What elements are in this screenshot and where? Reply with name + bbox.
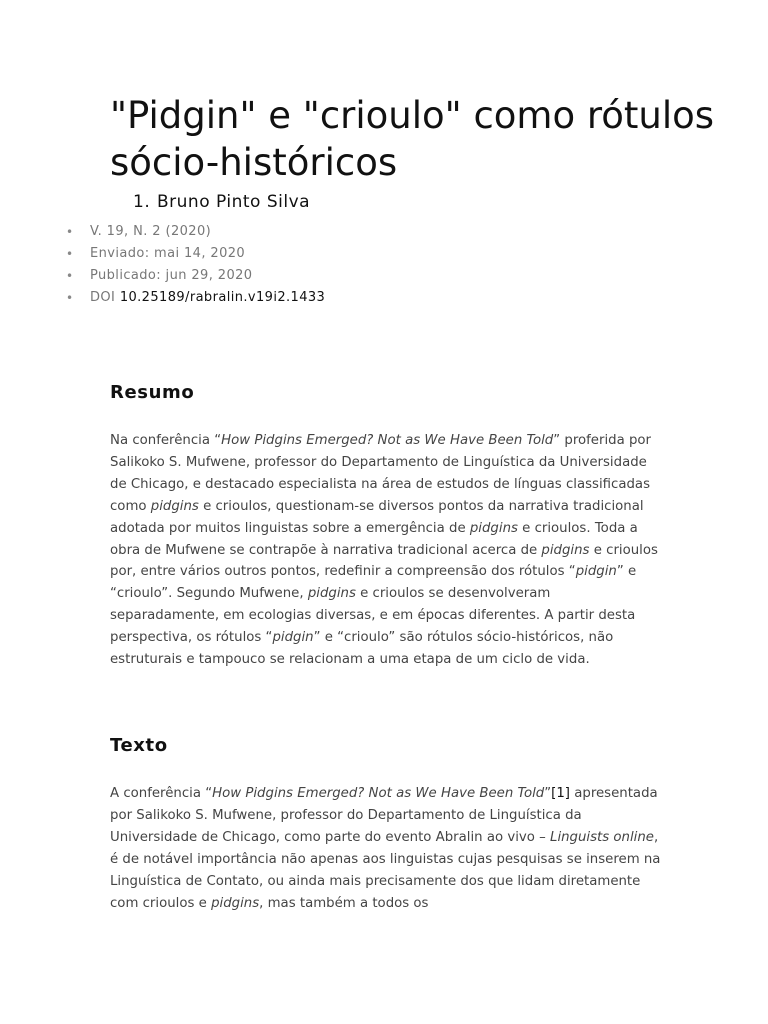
abstract-text: e crioulos. Toda a obra de Mufwene se contrapõe à narrativa tradicional acerca de (110, 520, 638, 558)
abstract-italic: How Pidgins Emerged? Not as We Have Been Told (221, 433, 554, 448)
text-paragraph (110, 783, 662, 914)
text-fragment: A conferência “ (110, 786, 213, 801)
text-fragment: , mas também a todos os (259, 895, 429, 911)
meta-doi (62, 287, 325, 309)
doi-label: DOI (90, 290, 120, 305)
text-fragment: ” (544, 786, 552, 801)
text-fragment: apresentada por Salikoko S. Mufwene, professor do Departamento de Linguística da Universidade de Chicago, como parte do evento Abralin ao vivo – (110, 786, 658, 845)
abstract-italic: pidgins (150, 498, 199, 514)
text-italic: How Pidgins Emerged? Not as We Have Been Told (212, 786, 545, 801)
abstract-text: e crioulos, questionam-se diversos pontos da narrativa tradicional adotada por muitos linguistas sobre a emergência de (110, 498, 644, 536)
abstract-text: e crioulos se desenvolveram separadamente, em ecologias diversas, e em épocas diferentes. A partir desta perspectiva, os rótulos “ (110, 586, 636, 646)
abstract-paragraph (110, 430, 662, 671)
abstract-italic: pidgin (575, 564, 617, 580)
meta-published (62, 265, 325, 287)
meta-submitted (62, 243, 325, 265)
abstract-text: ” e “crioulo”. Segundo Mufwene, (110, 564, 637, 602)
abstract-italic: pidgins (541, 542, 590, 558)
abstract-text: ” proferida por Salikoko S. Mufwene, professor do Departamento de Linguística da Universidade de Chicago, e destacado especialista na área de estudos de línguas classificadas como (110, 433, 652, 514)
text-heading: Texto (110, 735, 168, 756)
abstract-heading: Resumo (110, 382, 195, 403)
meta-volume (62, 221, 325, 243)
text-fragment: , é de notável importância não apenas aos linguistas cujas pesquisas se inserem na Linguística de Contato, ou ainda mais precisamente dos que lidam diretamente com crioulos e (110, 829, 661, 911)
bullet-icon: • (66, 225, 74, 239)
doi-link[interactable]: 10.25189/rabralin.v19i2.1433 (119, 290, 326, 305)
volume-text: V. 19, N. 2 (2020) (90, 224, 212, 239)
bullet-icon: • (66, 291, 74, 305)
abstract-italic: pidgin (272, 630, 314, 646)
abstract-text: Na conferência “ (110, 433, 222, 448)
abstract-text: e crioulos por, entre vários outros pontos, redefinir a compreensão dos rótulos “ (110, 542, 658, 580)
author-name: Bruno Pinto Silva (157, 192, 311, 212)
abstract-italic: pidgins (307, 586, 356, 602)
footnote-link[interactable]: [1] (551, 786, 570, 801)
text-italic: Linguists online (550, 829, 654, 845)
bullet-icon: • (66, 247, 74, 261)
bullet-icon: • (66, 269, 74, 283)
abstract-text: ” e “crioulo” são rótulos sócio-históricos, não estruturais e tampouco se relacionam a uma etapa de um ciclo de vida. (110, 630, 614, 668)
article-title: "Pidgin" e "crioulo" como rótulos sócio-históricos (110, 94, 715, 184)
abstract-italic: pidgins (469, 520, 518, 536)
text-italic: pidgins (211, 895, 260, 911)
submitted-date: Enviado: mai 14, 2020 (90, 246, 246, 261)
author-list-item (133, 192, 310, 212)
published-date: Publicado: jun 29, 2020 (90, 268, 253, 283)
article-meta-list (62, 221, 325, 309)
author-number: 1. (133, 192, 151, 212)
